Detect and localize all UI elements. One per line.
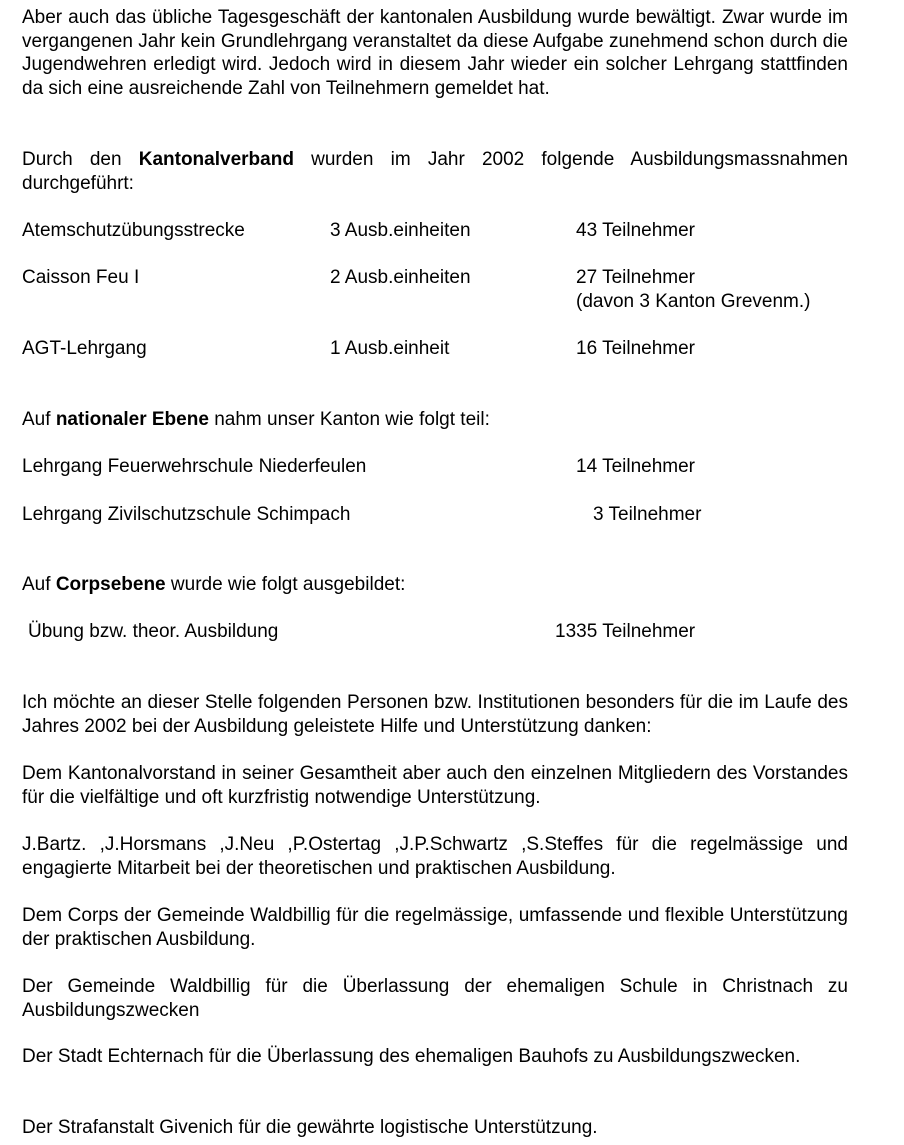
course-participants: 43 Teilnehmer (576, 220, 696, 241)
thanks-intro-paragraph: Ich möchte an dieser Stelle folgenden Personen bzw. Institutionen besonders für die im Laufe des Jahres 2002 bei der Ausbildung geleistete Hilfe und Unterstützung danken: (22, 692, 848, 737)
thanks-paragraph: J.Bartz. ,J.Horsmans ,J.Neu ,P.Ostertag ,J.P.Schwartz ,S.Steffes für die regelmässige und engagierte Mitarbeit bei der theoretischen und praktischen Ausbildung. (22, 834, 848, 879)
kanton-intro-paragraph (22, 148, 848, 195)
course-units: 1 Ausb.einheit (330, 338, 450, 359)
kanton-intro-pre: Durch den (22, 149, 139, 170)
course-units: 2 Ausb.einheiten (330, 267, 471, 288)
thanks-paragraph: Der Gemeinde Waldbillig für die Überlassung der ehemaligen Schule in Christnach zu Ausbildungszwecken (22, 976, 848, 1021)
course-participants: 27 Teilnehmer (576, 267, 696, 288)
national-intro-paragraph (22, 408, 490, 432)
national-intro-post: nahm unser Kanton wie folgt teil: (208, 409, 490, 430)
thanks-paragraph: Dem Kantonalvorstand in seiner Gesamtheit aber auch den einzelnen Mitgliedern des Vorstandes für die vielfältige und oft kurzfristig notwendige Unterstützung. (22, 763, 848, 808)
course-name: Caisson Feu I (22, 267, 140, 288)
course-participants: 1335 Teilnehmer (555, 621, 696, 642)
kanton-intro-post: wurden im Jahr 2002 folgende Ausbildungsmassnahmen durchgeführt: (22, 149, 848, 194)
course-participants: 3 Teilnehmer (593, 504, 702, 525)
national-intro-bold: nationaler Ebene (55, 409, 209, 430)
national-intro-pre: Auf (22, 409, 56, 430)
course-name: AGT-Lehrgang (22, 338, 147, 359)
corps-intro-bold: Corpsebene (55, 574, 166, 595)
course-name: Atemschutzübungsstrecke (22, 220, 245, 241)
kanton-intro-bold: Kantonalverband (138, 149, 294, 170)
course-name: Lehrgang Feuerwehrschule Niederfeulen (22, 456, 367, 477)
course-units: 3 Ausb.einheiten (330, 220, 471, 241)
corps-intro-post: wurde wie folgt ausgebildet: (165, 574, 406, 595)
corps-intro-paragraph (22, 573, 405, 597)
thanks-paragraph: Dem Corps der Gemeinde Waldbillig für die regelmässige, umfassende und flexible Unterstützung der praktischen Ausbildung. (22, 905, 848, 950)
thanks-paragraph: Der Stadt Echternach für die Überlassung des ehemaligen Bauhofs zu Ausbildungszwecken. (22, 1046, 801, 1067)
course-note: (davon 3 Kanton Grevenm.) (576, 291, 811, 312)
course-participants: 14 Teilnehmer (576, 456, 696, 477)
intro-paragraph: Aber auch das übliche Tagesgeschäft der kantonalen Ausbildung wurde bewältigt. Zwar wurde im vergangenen Jahr kein Grundlehrgang veranstaltet da diese Aufgabe zunehmend schon durch die Jugendwehren erledigt wird. Jedoch wird in diesem Jahr wieder ein solcher Lehrgang stattfinden da sich eine ausreichende Zahl von Teilnehmern gemeldet hat. (22, 7, 848, 99)
course-name: Lehrgang Zivilschutzschule Schimpach (22, 504, 351, 525)
thanks-paragraph: Der Strafanstalt Givenich für die gewährte logistische Unterstützung. (22, 1117, 598, 1138)
corps-intro-pre: Auf (22, 574, 56, 595)
course-name: Übung bzw. theor. Ausbildung (28, 621, 279, 642)
course-participants: 16 Teilnehmer (576, 338, 696, 359)
